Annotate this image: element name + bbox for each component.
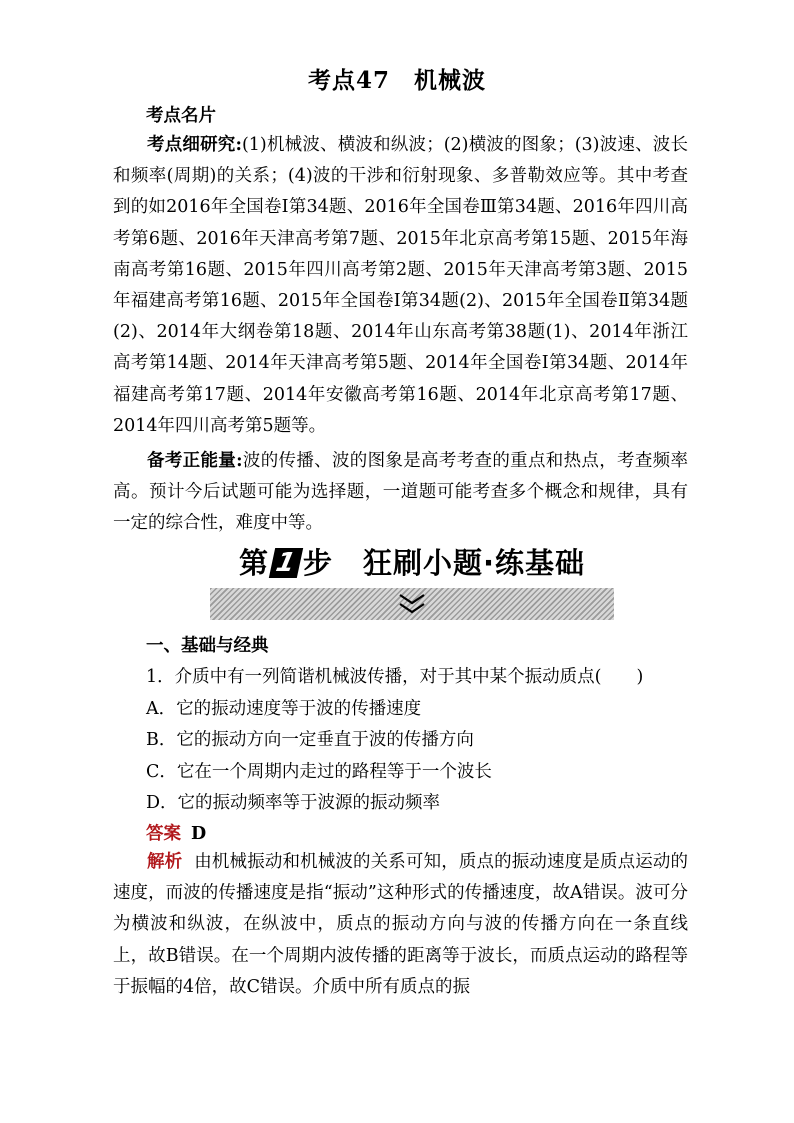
- step-banner-title: [210, 542, 614, 584]
- analysis-text: 由机械振动和机械波的关系可知，质点的振动速度是质点运动的速度，而波的传播速度是指“振动”这种形式的传播速度，故A错误。波可分为横波和纵波，在纵波中，质点的振动方向与波的传播方向在一条直线上，故B错误。在一个周期内波传播的距离等于波长，而质点运动的路程等于振幅的4倍，故C错误。介质中所有质点的振: [113, 852, 689, 997]
- energy-text: 波的传播、波的图象是高考考查的重点和热点，考查频率高。预计今后试题可能为选择题，一道题可能考查多个概念和规律，具有一定的综合性，难度中等。: [113, 451, 689, 534]
- analysis-label: 解析: [147, 852, 183, 872]
- option-b: B．它的振动方向一定垂直于波的传播方向: [146, 730, 474, 750]
- section-heading: 一、基础与经典: [146, 636, 269, 656]
- option-a: A．它的振动速度等于波的传播速度: [146, 699, 422, 719]
- step-number: 1: [269, 548, 303, 578]
- section-intro-heading: 考点名片: [146, 106, 216, 126]
- question-text: 1．介质中有一列简谐机械波传播，对于其中某个振动质点( ): [146, 667, 644, 687]
- step-suffix: 步 狂刷小题·练基础: [302, 546, 586, 580]
- energy-label: 备考正能量:: [147, 451, 243, 471]
- page-title: 考点47 机械波: [307, 67, 486, 94]
- step-prefix: 第: [238, 546, 269, 580]
- option-c: C．它在一个周期内走过的路程等于一个波长: [146, 762, 492, 782]
- answer-value: D: [191, 824, 207, 844]
- answer-label: 答案: [146, 824, 181, 844]
- energy-paragraph: [113, 446, 688, 540]
- analysis-paragraph: [113, 847, 688, 1003]
- step-banner: [210, 542, 614, 622]
- research-paragraph: [113, 130, 688, 442]
- double-chevron-down-icon: [397, 592, 427, 616]
- research-text: (1)机械波、横波和纵波；(2)横波的图象；(3)波速、波长和频率(周期)的关系；(4)波的干涉和衍射现象、多普勒效应等。其中考查到的如2016年全国卷Ⅰ第34题、2016年全国卷Ⅲ第34题、2016年四川高考第6题、2016年天津高考第7题、2015年北京高考第15题、2015年海南高考第16题、2015年四川高考第2题、2015年天津高考第3题、2015年福建高考第16题、2015年全国卷Ⅰ第34题(2)、2015年全国卷Ⅱ第34题(2)、2014年大纲卷第18题、2014年山东高考第38题(1)、2014年浙江高考第14题、2014年天津高考第5题、2014年全国卷Ⅰ第34题、2014年福建高考第17题、2014年安徽高考第16题、2014年北京高考第17题、2014年四川高考第5题等。: [113, 135, 688, 436]
- research-label: 考点细研究:: [147, 135, 242, 155]
- answer-line: [146, 820, 206, 845]
- option-d: D．它的振动频率等于波源的振动频率: [146, 793, 441, 813]
